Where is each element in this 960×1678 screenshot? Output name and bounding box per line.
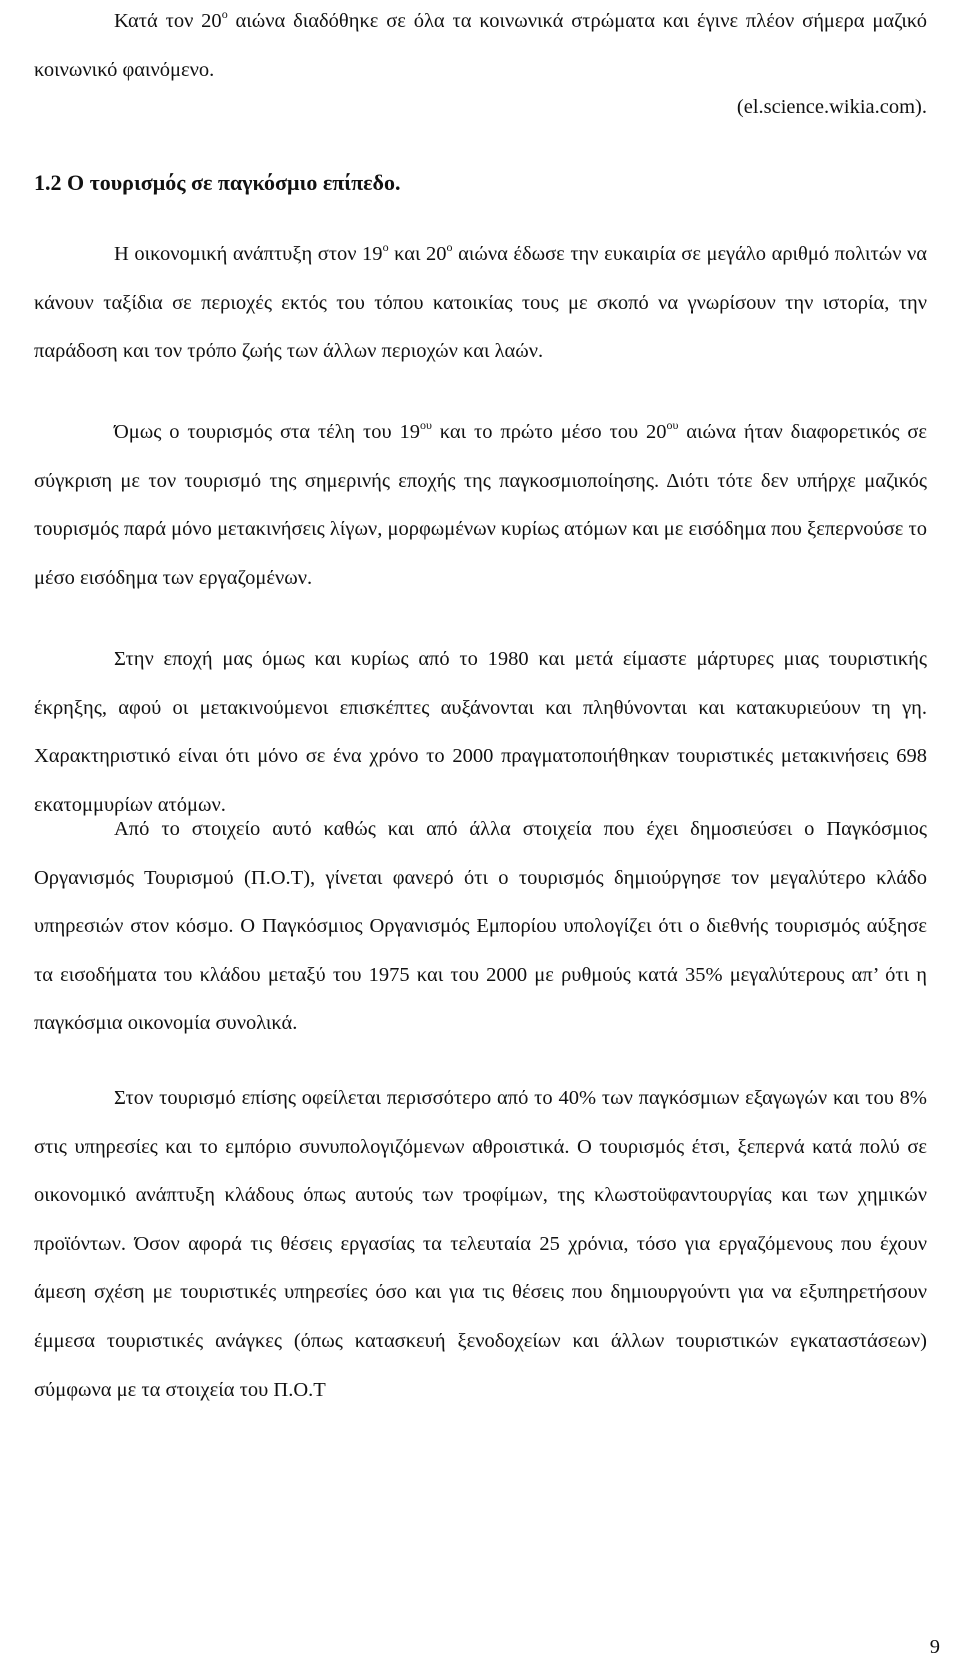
section-heading: 1.2 Ο τουρισμός σε παγκόσμιο επίπεδο. [34, 170, 401, 195]
source-citation: (el.science.wikia.com). [736, 96, 927, 118]
paragraph-intro: Κατά τον $20^o$ αιώνα διαδόθηκε σε όλα τα κοινωνικά στρώματα και έγινε πλέον σήμερα μαζικό κοινωνικό φαινόμενο. [34, 7, 927, 81]
paragraph-4: Από το στοιχείο αυτό καθώς και από άλλα στοιχεία που έχει δημοσιεύσει ο Παγκόσμιος Οργανισμός Τουρισμού (Π.Ο.Τ), γίνεται φανερό ότι ο τουρισμός δημιούργησε τον μεγαλύτερο κλάδο υπηρεσιών στον κόσμο. Ο Παγκόσμιος Οργανισμός Εμπορίου υπολογίζει ότι ο διεθνής τουρισμός αύξησε τα εισοδήματα του κλάδου μεταξύ του 1975 και του 2000 με ρυθμούς κατά 35% μεγαλύτερους απ’ ότι η παγκόσμια οικονομία συνολικά. [34, 818, 927, 1035]
page-number: 9 [929, 1636, 940, 1658]
paragraph-2: Όμως ο τουρισμός στα τέλη του $19^{o\upsilon}$ και το πρώτο μέσο του $20^{o\upsilon}$ αιώνα ήταν διαφορετικός σε σύγκριση με τον τουρισμό της σημερινής εποχής της παγκοσμιοποίησης. Διότι τότε δεν υπήρχε μαζικός τουρισμός παρά μόνο μετακινήσεις λίγων, μορφωμένων κυρίως ατόμων και με εισόδημα που ξεπερνούσε το μέσο εισόδημα των εργαζομένων. [34, 418, 927, 589]
paragraph-5: Στον τουρισμό επίσης οφείλεται περισσότερο από το 40% των παγκόσμιων εξαγωγών και του 8% στις υπηρεσίες και το εμπόριο συνυπολογιζόμενων αθροιστικά. Ο τουρισμός έτσι, ξεπερνά κατά πολύ σε οικονομικό ανάπτυξη κλάδους όπως αυτούς των τροφίμων, της κλωστοϋφαντουργίας και των χημικών προϊόντων. Όσον αφορά τις θέσεις εργασίας τα τελευταία 25 χρόνια, τόσο για εργαζόμενους που έχουν άμεση σχέση με τουριστικές υπηρεσίες όσο και για τις θέσεις που δημιουργούντι για να εξυπηρετήσουν έμμεσα τουριστικές ανάγκες (όπως κατασκευή ξενοδοχείων και άλλων τουριστικών εγκαταστάσεων) σύμφωνα με τα στοιχεία του Π.Ο.Τ [34, 1087, 927, 1401]
paragraph-1: Η οικονομική ανάπτυξη στον $19^o$ και $20^o$ αιώνα έδωσε την ευκαιρία σε μεγάλο αριθμό πολιτών να κάνουν ταξίδια σε περιοχές εκτός του τόπου κατοικίας τους με σκοπό να γνωρίσουν την ιστορία, την παράδοση και τον τρόπο ζωής των άλλων περιοχών και λαών. [34, 240, 928, 363]
paragraph-3: Στην εποχή μας όμως και κυρίως από το 1980 και μετά είμαστε μάρτυρες μιας τουριστικής έκρηξης, αφού οι μετακινούμενοι επισκέπτες αυξάνονται και πληθύνονται και κατακυριεύουν τη γη. Χαρακτηριστικό είναι ότι μόνο σε ένα χρόνο το 2000 πραγματοποιήθηκαν τουριστικές μετακινήσεις 698 εκατομμυρίων ατόμων. [34, 648, 927, 816]
